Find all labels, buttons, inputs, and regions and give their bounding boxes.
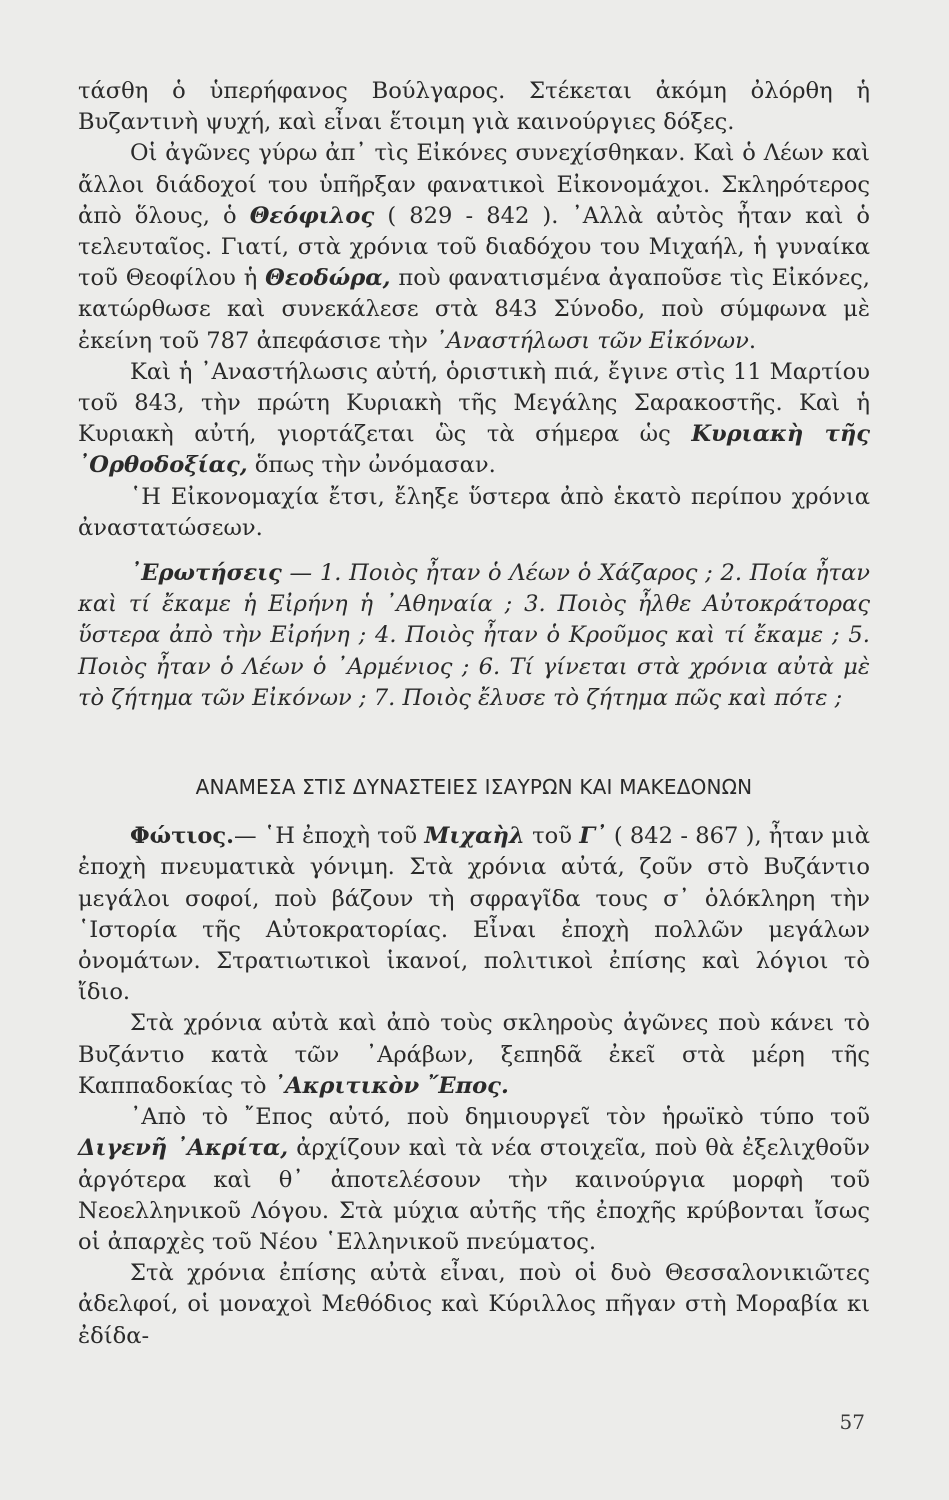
restoration-of-icons: ᾽Αναστήλωσι τῶν Εἰκόνων [435,327,749,354]
regnal-number: Γ᾽ [579,823,607,850]
paragraph-iconoclasm: Οἱ ἀγῶνες γύρω ἀπ᾽ τὶς Εἰκόνες συνεχίσθηκαν. Καὶ ὁ Λέων καὶ ἄλλοι διάδοχοί του ὑπῆρξαν φανατικοὶ Εἰκονομάχοι. Σκληρότερος ἀπὸ ὅλους, ὁ Θεόφιλος ( 829 - 842 ). ᾽Αλλὰ αὐτὸς ἦταν καὶ ὁ τελευταῖος. Γιατί, στὰ χρόνια τοῦ διαδόχου του Μιχαήλ, ἡ γυναίκα τοῦ Θεοφίλου ἡ Θεοδώρα, ποὺ φανατισμένα ἀγαποῦσε τὶς Εἰκόνες, κατώρθωσε καὶ συνεκάλεσε στὰ 843 Σύνοδο, ποὺ σύμφωνα μὲ ἐκείνη τοῦ 787 ἀπεφάσισε τὴν ᾽Αναστήλωσι τῶν Εἰκόνων. [78,140,871,354]
sunday-of-orthodoxy: Κυριακὴ τῆς ᾽Ορθοδοξίας, [78,421,870,479]
paragraph-akritic-epic: Στὰ χρόνια αὐτὰ καὶ ἀπὸ τοὺς σκληροὺς ἀγῶνες ποὺ κάνει τὸ Βυζάντιο κατὰ τῶν ᾽Αράβων, ξεπηδᾶ ἐκεῖ στὰ μέρη τῆς Καππαδοκίας τὸ ᾽Ακριτικὸν ῎Επος. [78,1010,870,1099]
paragraph-restoration: Καὶ ἡ ᾽Αναστήλωσις αὐτή, ὁριστικὴ πιά, ἔγινε στὶς 11 Μαρτίου τοῦ 843, τὴν πρώτη Κυριακὴ τῆς Μεγάλης Σαρακοστῆς. Καὶ ἡ Κυριακὴ αὐτή, γιορτάζεται ὣς τὰ σήμερα ὡς Κυριακὴ τῆς ᾽Ορθοδοξίας, ὅπως τὴν ὠνόμασαν. [78,358,870,479]
paragraph-digenis: ᾽Απὸ τὸ ῎Επος αὐτό, ποὺ δημιουργεῖ τὸν ἡρωϊκὸ τύπο τοῦ Διγενῆ ᾽Ακρίτα, ἀρχίζουν καὶ τὰ νέα στοιχεῖα, ποὺ θὰ ἐξελιχθοῦν ἀργότερα καὶ θ᾽ ἀποτελέσουν τὴν καινούργια μορφὴ τοῦ Νεοελληνικοῦ Λόγου. Στὰ μύχια αὐτῆς τῆς ἐποχῆς κρύβονται ἴσως οἱ ἀπαρχὲς τοῦ Νέου ῾Ελληνικοῦ πνεύματος. [78,1104,870,1255]
akritic-epic: ᾽Ακριτικὸν ῎Επος. [273,1072,509,1099]
questions-label: ᾽Ερωτήσεις [130,560,282,587]
name-digenis-akritas: Διγενῆ ᾽Ακρίτα, [78,1135,289,1162]
paragraph-cyril-methodius: Στὰ χρόνια ἐπίσης αὐτὰ εἶναι, ποὺ οἱ δυὸ Θεσσαλονικιῶτες ἀδελφοί, οἱ μοναχοὶ Μεθόδιος καὶ Κύριλλος πῆγαν στὴ Μοραβία κι ἐδίδα- [78,1260,870,1349]
page-text [78,76,870,1352]
paragraph-photios: Φώτιος.— ῾Η ἐποχὴ τοῦ Μιχαὴλ τοῦ Γ᾽ ( 842 - 867 ), ἦταν μιὰ ἐποχὴ πνευματικὰ γόνιμη. Στὰ χρόνια αὐτά, ζοῦν στὸ Βυζάντιο μεγάλοι σοφοί, ποὺ βάζουν τὴ σφραγῖδα τους σ᾽ ὁλόκληρη τὴν ῾Ιστορία τῆς Αὐτοκρατορίας. Εἶναι ἐποχὴ πολλῶν μεγάλων ὀνομάτων. Στρατιωτικοὶ ἱκανοί, πολιτικοὶ ἐπίσης καὶ λόγιοι τὸ ἴδιο. [78,823,870,1006]
name-photios: Φώτιος. [130,823,235,850]
name-theophilos: Θεόφιλος [249,202,375,229]
questions: ᾽Ερωτήσεις — 1. Ποιὸς ἦταν ὁ Λέων ὁ Χάζαρος ; 2. Ποία ἦταν καὶ τί ἔκαμε ἡ Εἰρήνη ἡ ᾽Αθηναία ; 3. Ποιὸς ἦλθε Αὐτοκράτορας ὕστερα ἀπὸ τὴν Εἰρήνη ; 4. Ποιὸς ἦταν ὁ Κροῦμος καὶ τί ἔκαμε ; 5. Ποιὸς ἦταν ὁ Λέων ὁ ᾽Αρμένιος ; 6. Τί γίνεται στὰ χρόνια αὐτὰ μὲ τὸ ζήτημα τῶν Εἰκόνων ; 7. Ποιὸς ἔλυσε τὸ ζήτημα πῶς καὶ πότε ; [78,560,870,711]
section-heading: ΑΝΑΜΕΣΑ ΣΤΙΣ ΔΥΝΑΣΤΕΙΕΣ ΙΣΑΥΡΩΝ ΚΑΙ ΜΑΚΕΔΟΝΩΝ [195,775,753,800]
name-theodora: Θεοδώρα, [265,265,391,292]
name-michael: Μιχαὴλ [424,823,525,850]
paragraph-1: τάσθη ὁ ὑπερήφανος Βούλγαρος. Στέκεται ἀκόμη ὀλόρθη ἡ Βυζαντινὴ ψυχή, καὶ εἶναι ἕτοιμη γιὰ καινούργιες δόξες. [78,78,870,136]
page-number: 57 [839,1410,865,1434]
paragraph-end-iconoclasm: ῾Η Εἰκονομαχία ἔτσι, ἔληξε ὕστερα ἀπὸ ἑκατὸ περίπου χρόνια ἀναστατώσεων. [78,483,870,541]
